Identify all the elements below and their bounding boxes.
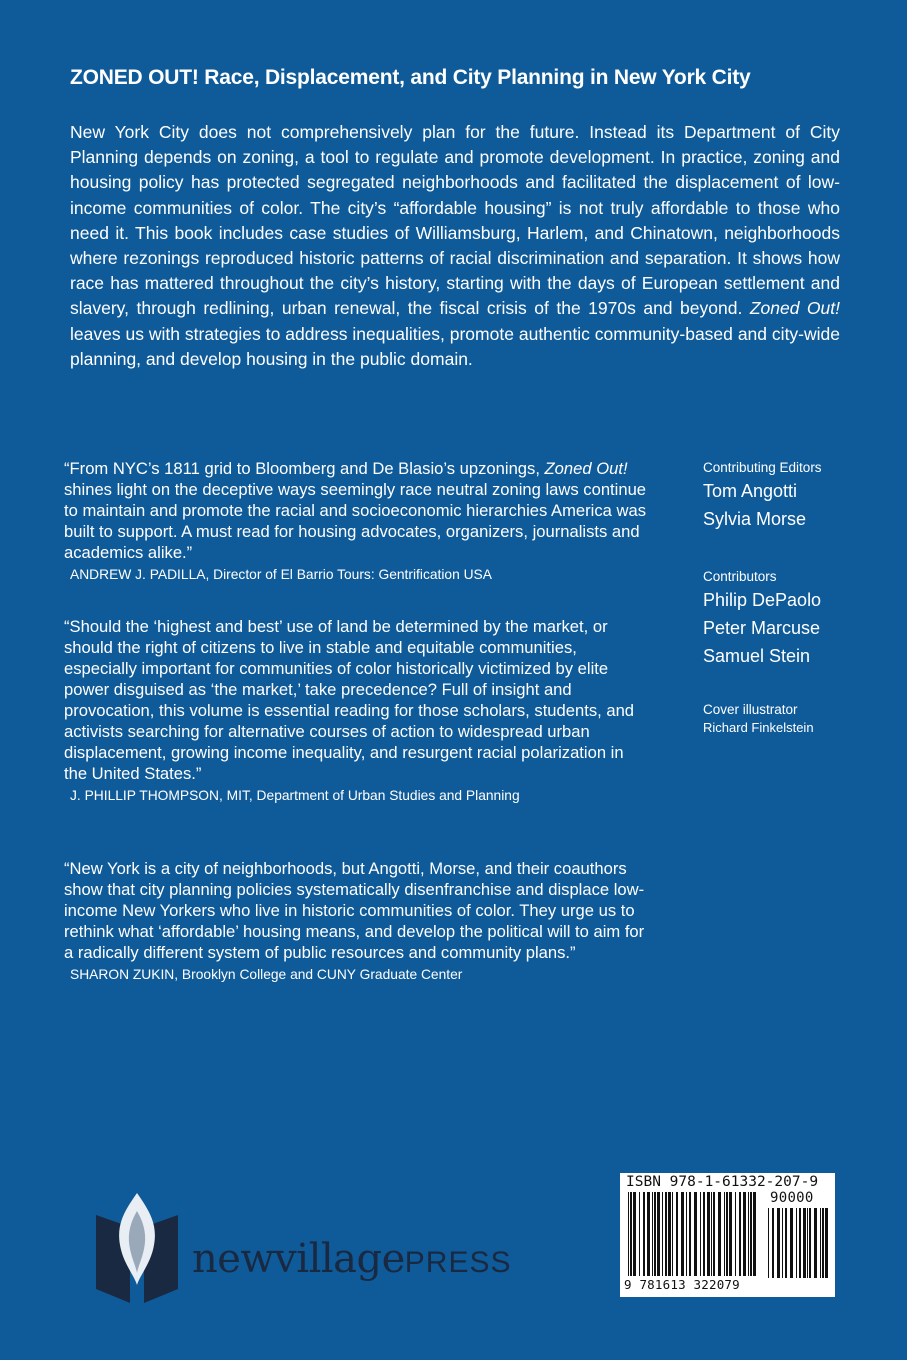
attribution-name: SHARON ZUKIN bbox=[70, 967, 175, 982]
book-description bbox=[70, 120, 840, 372]
blurb-italic-title: Zoned Out! bbox=[544, 459, 628, 478]
contributors-label: Contributors bbox=[703, 569, 777, 584]
publisher-logo bbox=[192, 1236, 512, 1282]
blurb-attribution bbox=[70, 787, 649, 805]
illustrator-name: Richard Finkelstein bbox=[703, 720, 814, 735]
credits-illustrator bbox=[703, 701, 893, 737]
editor-name: Sylvia Morse bbox=[703, 509, 807, 529]
contributor-name: Samuel Stein bbox=[703, 646, 811, 666]
attribution-affiliation: , MIT, Department of Urban Studies and Planning bbox=[219, 788, 520, 803]
attribution-name: ANDREW J. PADILLA bbox=[70, 567, 206, 582]
barcode-bars bbox=[628, 1192, 758, 1276]
book-flame-logo-icon bbox=[96, 1193, 178, 1303]
blurb-zukin bbox=[64, 858, 649, 984]
description-text: New York City does not comprehensively plan for the future. Instead its Department of City Planning depends on zoning, a tool to regulate and promote development. In practice, zoning and housing policy has protected segregated neighborhoods and facilitated the displacement of low-income communities of color. The city’s “affordable housing” is not truly affordable to those who need it. This book includes case studies of Williamsburg, Harlem, and Chinatown, neighborhoods where rezonings reproduced historic patterns of racial discrimination and separation. It shows how race has mattered throughout the city’s history, starting with the days of European settlement and slavery, through redlining, urban renewal, the fiscal crisis of the 1970s and beyond. bbox=[70, 122, 840, 319]
credits-editors bbox=[703, 459, 893, 533]
credits-contributors bbox=[703, 568, 893, 670]
isbn-barcode bbox=[620, 1173, 835, 1297]
editor-name: Tom Angotti bbox=[703, 481, 798, 501]
blurb-text: “Should the ‘highest and best’ use of land be determined by the market, or should the right of citizens to live in stable and equitable communities, especially important for communities of color historically victimized by elite power disguised as ‘the market,’ take precedence? Full of insight and provocation, this volume is essential reading for those scholars, students, and activists searching for alternative courses of action to widespread urban displacement, growing income inequality, and resurgent racial polarization in the United States.” bbox=[64, 617, 635, 783]
blurb-text: “New York is a city of neighborhoods, but Angotti, Morse, and their coauthors show that city planning policies systematically disenfranchise and displace low-income New Yorkers who live in historic communities of color. They urge us to rethink what ‘affordable’ housing means, and develop the political will to aim for a radically different system of public resources and community plans.” bbox=[64, 859, 645, 962]
attribution-name: J. PHILLIP THOMPSON bbox=[70, 788, 219, 803]
editors-label: Contributing Editors bbox=[703, 460, 822, 475]
blurb-attribution bbox=[70, 966, 649, 984]
blurb-text-end: shines light on the deceptive ways seemingly race neutral zoning laws continue to maintain and promote the racial and socioeconomic hierarchies America was built to support. A must read for housing advocates, organizers, journalists and academics alike.” bbox=[64, 480, 647, 562]
barcode-addon-bars bbox=[768, 1208, 828, 1278]
book-title: ZONED OUT! Race, Displacement, and City Planning in New York City bbox=[70, 66, 751, 89]
blurb-padilla bbox=[64, 458, 649, 584]
blurb-text: “From NYC’s 1811 grid to Bloomberg and De Blasio’s upzonings, bbox=[64, 459, 545, 478]
description-italic-title: Zoned Out! bbox=[749, 298, 840, 319]
contributor-name: Peter Marcuse bbox=[703, 618, 821, 638]
isbn-number: ISBN 978-1-61332-207-9 bbox=[626, 1174, 819, 1190]
contributor-name: Philip DePaolo bbox=[703, 590, 822, 610]
attribution-affiliation: , Brooklyn College and CUNY Graduate Center bbox=[174, 967, 463, 982]
publisher-press: PRESS bbox=[404, 1246, 512, 1279]
illustrator-label: Cover illustrator bbox=[703, 702, 798, 717]
blurb-thompson bbox=[64, 616, 649, 805]
attribution-affiliation: , Director of El Barrio Tours: Gentrification USA bbox=[205, 567, 492, 582]
publisher-name: newvillage bbox=[192, 1236, 405, 1282]
barcode-digits: 9 781613 322079 bbox=[624, 1277, 740, 1292]
barcode-addon-number: 90000 bbox=[770, 1190, 814, 1206]
blurb-attribution bbox=[70, 566, 649, 584]
description-text-end: leaves us with strategies to address inequalities, promote authentic community-based and city-wide planning, and develop housing in the public domain. bbox=[70, 323, 840, 369]
